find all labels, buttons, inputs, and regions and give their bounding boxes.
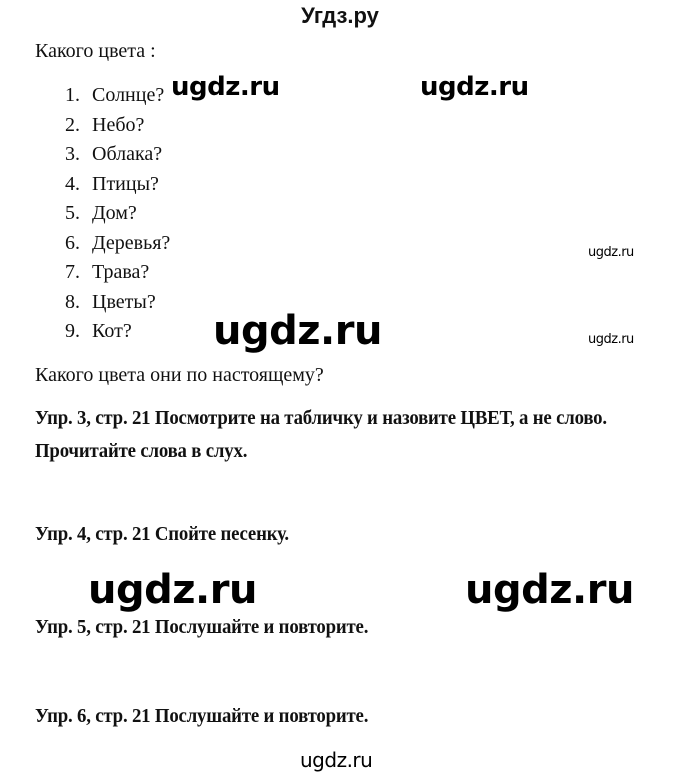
list-text: Деревья? [92,231,171,254]
watermark: ugdz.ru [588,245,634,260]
list-text: Облака? [92,143,163,165]
list-text: Дом? [92,202,137,224]
list-item [65,173,170,203]
list-item [65,320,170,350]
list-item [65,84,170,114]
list-item [65,202,170,232]
list-number: 4. [65,172,80,195]
exercise-5: Упр. 5, стр. 21 Послушайте и повторите. [35,616,369,638]
list-number: 7. [65,261,80,283]
list-text: Цветы? [92,290,156,313]
list-item [65,143,170,173]
list-text: Солнце? [92,84,165,106]
intro-heading: Какого цвета : [35,40,156,62]
watermark: ugdz.ru [88,567,257,613]
exercise-6: Упр. 6, стр. 21 Послушайте и повторите. [35,705,369,727]
list-item [65,291,170,321]
list-item [65,261,170,291]
site-title: Угдз.ру [301,3,379,28]
list-number: 6. [65,231,80,254]
watermark: ugdz.ru [213,308,382,354]
question-text: Какого цвета они по настоящему? [35,364,324,386]
watermark: ugdz.ru [588,332,634,347]
list-item [65,114,170,144]
list-number: 5. [65,202,80,224]
watermark: ugdz.ru [171,72,280,102]
watermark: ugdz.ru [420,72,529,102]
list-text: Небо? [92,113,145,136]
list-text: Трава? [92,261,150,283]
list-text: Кот? [92,320,132,342]
exercise-4: Упр. 4, стр. 21 Спойте песенку. [35,523,289,545]
list-text: Птицы? [92,172,159,195]
watermark: ugdz.ru [465,567,634,613]
list-number: 1. [65,84,80,106]
exercise-3: Упр. 3, стр. 21 Посмотрите на табличку и назовите ЦВЕТ, а не слово. Прочитайте слова в слух. [35,407,607,462]
question-list [65,84,170,350]
list-number: 9. [65,320,80,342]
watermark: ugdz.ru [300,748,373,772]
list-number: 2. [65,113,80,136]
list-item [65,232,170,262]
list-number: 3. [65,143,80,165]
list-number: 8. [65,290,80,313]
